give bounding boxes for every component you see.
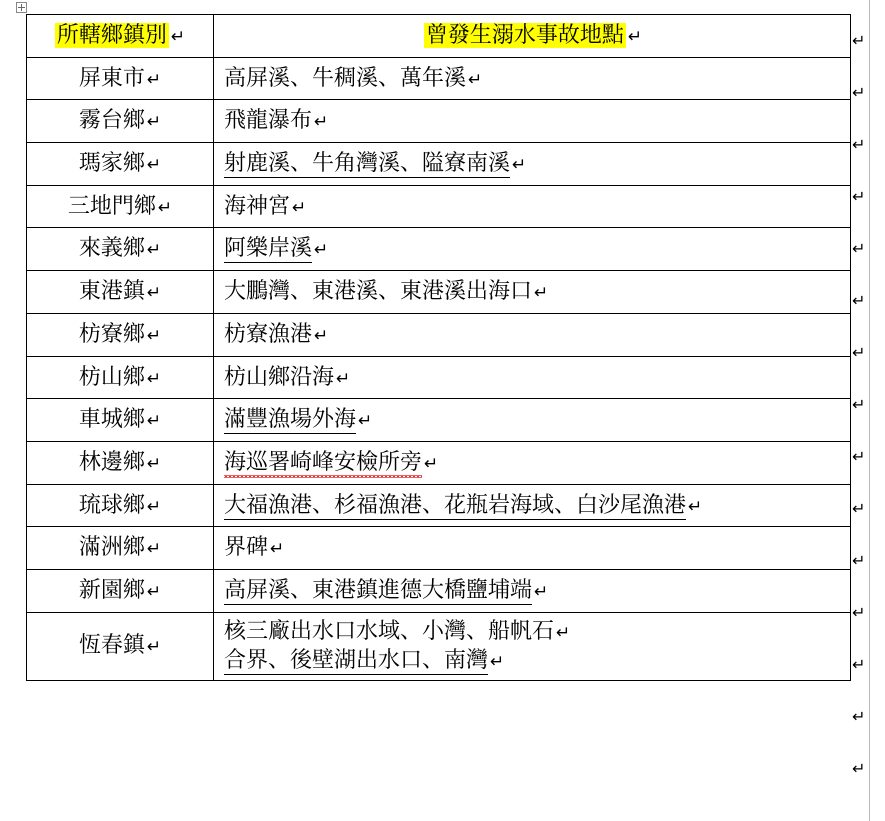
cell-town (27, 313, 214, 356)
table-row (27, 399, 851, 442)
town-label: 霧台鄉 (78, 108, 145, 134)
paragraph-mark-icon: ↵ (146, 240, 162, 261)
cell-place (214, 271, 851, 314)
row-end-mark: ↵ (852, 498, 866, 518)
town-label: 東港鎮 (78, 279, 145, 305)
row-end-mark: ↵ (852, 238, 866, 258)
cell-place (214, 612, 851, 680)
header-place-label: 曾發生溺水事故地點 (425, 23, 624, 48)
cell-place (214, 399, 851, 442)
town-label: 枋寮鄉 (78, 321, 145, 347)
paragraph-mark-icon: ↵ (146, 637, 162, 658)
paragraph-mark-icon: ↵ (424, 453, 439, 474)
cell-place (214, 185, 851, 228)
table-row (27, 100, 851, 143)
row-end-mark: ↵ (852, 342, 866, 362)
town-label: 來義鄉 (78, 236, 145, 262)
place-label: 核三廠出水口水域、小灣、船帆石 (224, 618, 555, 644)
table-row (27, 569, 851, 612)
paragraph-mark-icon: ↵ (556, 622, 571, 643)
cell-town (27, 356, 214, 399)
place-label: 大福漁港、杉福漁港、花瓶岩海域、白沙尾漁港 (224, 492, 687, 518)
cell-place (214, 484, 851, 527)
table-row (27, 441, 851, 484)
cell-town (27, 57, 214, 100)
table-move-handle[interactable] (16, 2, 27, 13)
place-label: 高屏溪、牛稠溪、萬年溪 (224, 65, 467, 91)
cell-town (27, 441, 214, 484)
paragraph-mark-icon: ↵ (468, 69, 483, 90)
paragraph-mark-icon: ↵ (146, 453, 162, 474)
place-label: 海神宮 (224, 193, 291, 219)
paragraph-mark-icon: ↵ (336, 368, 351, 389)
paragraph-mark-icon: ↵ (146, 581, 162, 602)
row-end-mark: ↵ (852, 82, 866, 102)
paragraph-mark-icon: ↵ (490, 652, 505, 673)
table-row (27, 228, 851, 271)
table-row (27, 57, 851, 100)
cell-place (214, 569, 851, 612)
paragraph-mark-icon: ↵ (314, 240, 329, 261)
paragraph-mark-icon: ↵ (270, 539, 285, 560)
cell-town (27, 399, 214, 442)
cell-place (214, 313, 851, 356)
place-label: 高屏溪、東港鎮進德大橋鹽埔端 (224, 577, 533, 603)
cell-town (27, 612, 214, 680)
row-end-mark: ↵ (852, 290, 866, 310)
place-label: 阿樂岸溪 (224, 236, 313, 262)
town-label: 瑪家鄉 (78, 151, 145, 177)
town-label: 新園鄉 (78, 577, 145, 603)
paragraph-mark-icon: ↵ (146, 325, 162, 346)
paragraph-mark-icon: ↵ (146, 155, 162, 176)
header-cell-town (27, 15, 214, 58)
paragraph-mark-icon: ↵ (627, 27, 643, 47)
table-row (27, 356, 851, 399)
cell-town (27, 569, 214, 612)
paragraph-mark-icon: ↵ (146, 112, 162, 133)
paragraph-mark-icon: ↵ (314, 325, 329, 346)
town-label: 林邊鄉 (78, 449, 145, 475)
header-cell-place (214, 15, 851, 58)
row-end-mark: ↵ (852, 602, 866, 622)
cell-town (27, 185, 214, 228)
paragraph-mark-icon: ↵ (146, 283, 162, 304)
page-edge-rule (869, 0, 870, 821)
town-label: 恆春鎮 (78, 633, 145, 659)
cell-town (27, 484, 214, 527)
paragraph-mark-icon: ↵ (534, 283, 549, 304)
paragraph-mark-icon: ↵ (146, 368, 162, 389)
table-header-row (27, 15, 851, 58)
cell-town (27, 271, 214, 314)
paragraph-mark-icon: ↵ (157, 197, 173, 218)
place-label: 枋寮漁港 (224, 321, 313, 347)
paragraph-mark-icon: ↵ (146, 539, 162, 560)
row-end-mark: ↵ (852, 186, 866, 206)
table-row (27, 484, 851, 527)
place-label: 大鵬灣、東港溪、東港溪出海口 (224, 279, 533, 305)
table-row (27, 527, 851, 570)
town-label: 滿洲鄉 (78, 535, 145, 561)
place-label-line2: 合界、後壁湖出水口、南灣 (224, 648, 489, 674)
cell-town (27, 100, 214, 143)
paragraph-mark-icon: ↵ (358, 411, 373, 432)
row-end-mark: ↵ (852, 654, 866, 674)
town-label: 枋山鄉 (78, 364, 145, 390)
cell-place (214, 100, 851, 143)
place-label: 枋山鄉沿海 (224, 364, 335, 390)
place-label: 滿豐漁場外海 (224, 407, 357, 433)
cell-place (214, 441, 851, 484)
right-margin-strip (872, 0, 885, 821)
drowning-accident-locations-table (26, 14, 851, 681)
header-town-label: 所轄鄉鎮別 (56, 23, 167, 48)
place-label: 飛龍瀑布 (224, 108, 313, 134)
paragraph-mark-icon: ↵ (170, 27, 186, 47)
paragraph-mark-icon: ↵ (146, 69, 162, 90)
cell-place (214, 356, 851, 399)
cell-place (214, 143, 851, 186)
paragraph-mark-icon: ↵ (292, 197, 307, 218)
paragraph-mark-icon: ↵ (146, 411, 162, 432)
cell-town (27, 228, 214, 271)
cell-place (214, 57, 851, 100)
paragraph-mark-icon: ↵ (146, 496, 162, 517)
paragraph-mark-icon: ↵ (688, 496, 703, 517)
town-label: 三地門鄉 (67, 193, 156, 219)
place-label: 海巡署崎峰安檢所旁 (224, 449, 423, 475)
paragraph-mark-icon: ↵ (512, 155, 527, 176)
row-end-mark: ↵ (852, 706, 866, 726)
table-row (27, 271, 851, 314)
cell-town (27, 527, 214, 570)
row-end-mark: ↵ (852, 30, 866, 50)
town-label: 屏東市 (78, 65, 145, 91)
cell-place (214, 228, 851, 271)
paragraph-mark-icon: ↵ (534, 581, 549, 602)
table-row (27, 313, 851, 356)
place-label: 界碑 (224, 535, 269, 561)
table-row (27, 143, 851, 186)
town-label: 車城鄉 (78, 407, 145, 433)
table-body (27, 15, 851, 681)
town-label: 琉球鄉 (78, 492, 145, 518)
cell-place (214, 527, 851, 570)
row-end-mark: ↵ (852, 550, 866, 570)
place-label: 射鹿溪、牛角灣溪、隘寮南溪 (224, 151, 511, 177)
paragraph-mark-icon: ↵ (314, 112, 329, 133)
table-row (27, 612, 851, 680)
row-end-mark: ↵ (852, 446, 866, 466)
row-end-mark: ↵ (852, 758, 866, 778)
table-row (27, 185, 851, 228)
cell-town (27, 143, 214, 186)
row-end-mark: ↵ (852, 134, 866, 154)
row-end-mark: ↵ (852, 394, 866, 414)
